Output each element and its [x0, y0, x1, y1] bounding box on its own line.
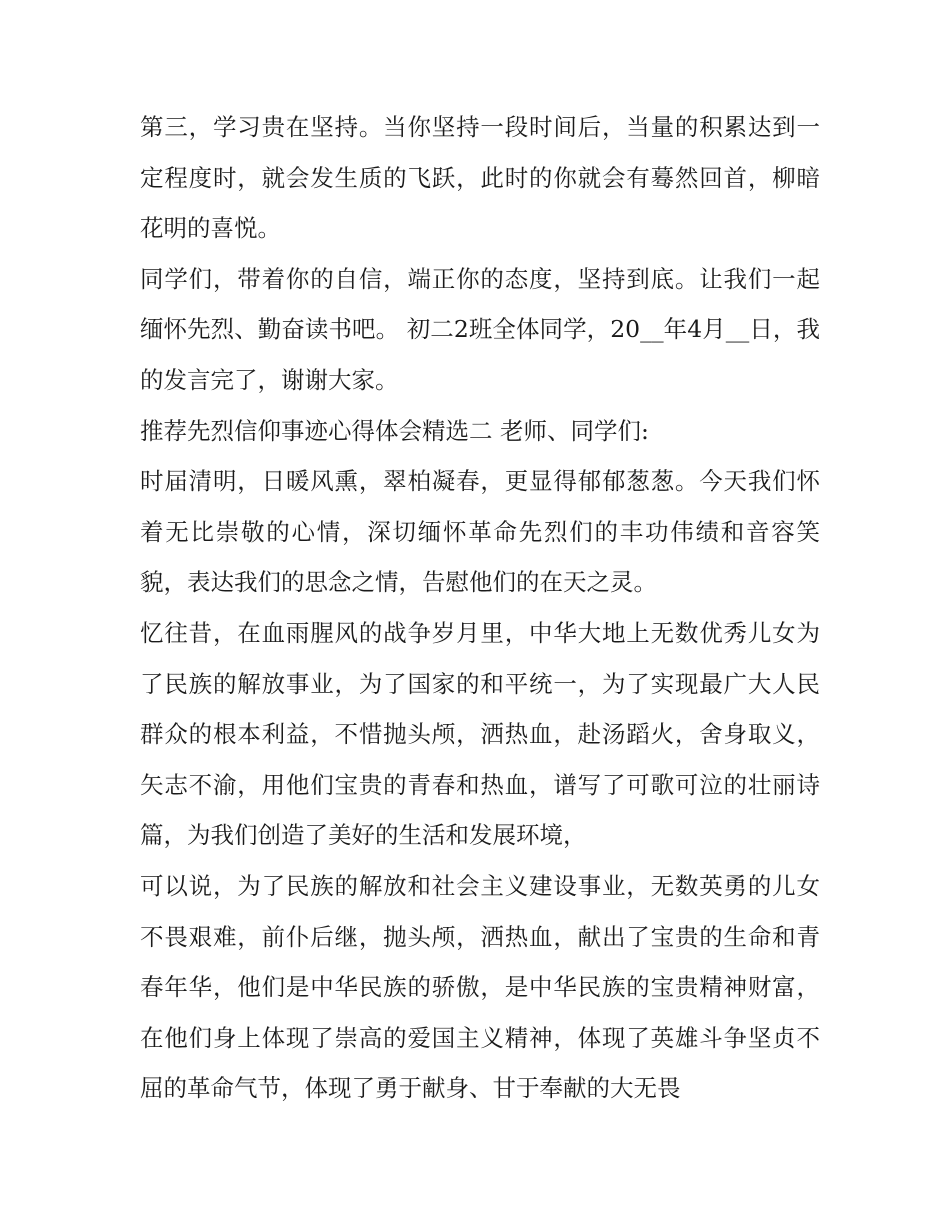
paragraph-qingming: 时届清明，日暖风熏，翠柏凝春，更显得郁郁葱葱。今天我们怀着无比崇敬的心情，深切缅怀革命先烈们的丰功伟绩和音容笑貌，表达我们的思念之情，告慰他们的在天之灵。 — [140, 467, 820, 597]
paragraph-heroes-spirit: 可以说，为了民族的解放和社会主义建设事业，无数英勇的儿女不畏艰难，前仆后继，抛头颅，洒热血，献出了宝贵的生命和青春年华，他们是中华民族的骄傲，是中华民族的宝贵精神财富，在他们身上体现了崇高的爱国主义精神，体现了英雄斗争坚贞不屈的革命气节，体现了勇于献身、甘于奉献的大无畏 — [140, 871, 820, 1103]
paragraph-perseverance: 第三，学习贵在坚持。当你坚持一段时间后，当量的积累达到一定程度时，就会发生质的飞跃，此时的你就会有蓦然回首，柳暗花明的喜悦。 — [140, 113, 820, 243]
paragraph-section-heading: 推荐先烈信仰事迹心得体会精选二 老师、同学们: — [140, 416, 649, 445]
paragraph-closing-remarks: 同学们，带着你的自信，端正你的态度，坚持到底。让我们一起缅怀先烈、勤奋读书吧。 初二2班全体同学，20__年4月__日，我的发言完了，谢谢大家。 — [140, 264, 820, 394]
paragraph-recall-past: 忆往昔，在血雨腥风的战争岁月里，中华大地上无数优秀儿女为了民族的解放事业，为了国家的和平统一，为了实现最广大人民群众的根本利益，不惜抛头颅，洒热血，赴汤蹈火，舍身取义，矢志不渝，用他们宝贵的青春和热血，谱写了可歌可泣的壮丽诗篇，为我们创造了美好的生活和发展环境， — [140, 618, 820, 850]
document-body — [140, 102, 820, 1114]
